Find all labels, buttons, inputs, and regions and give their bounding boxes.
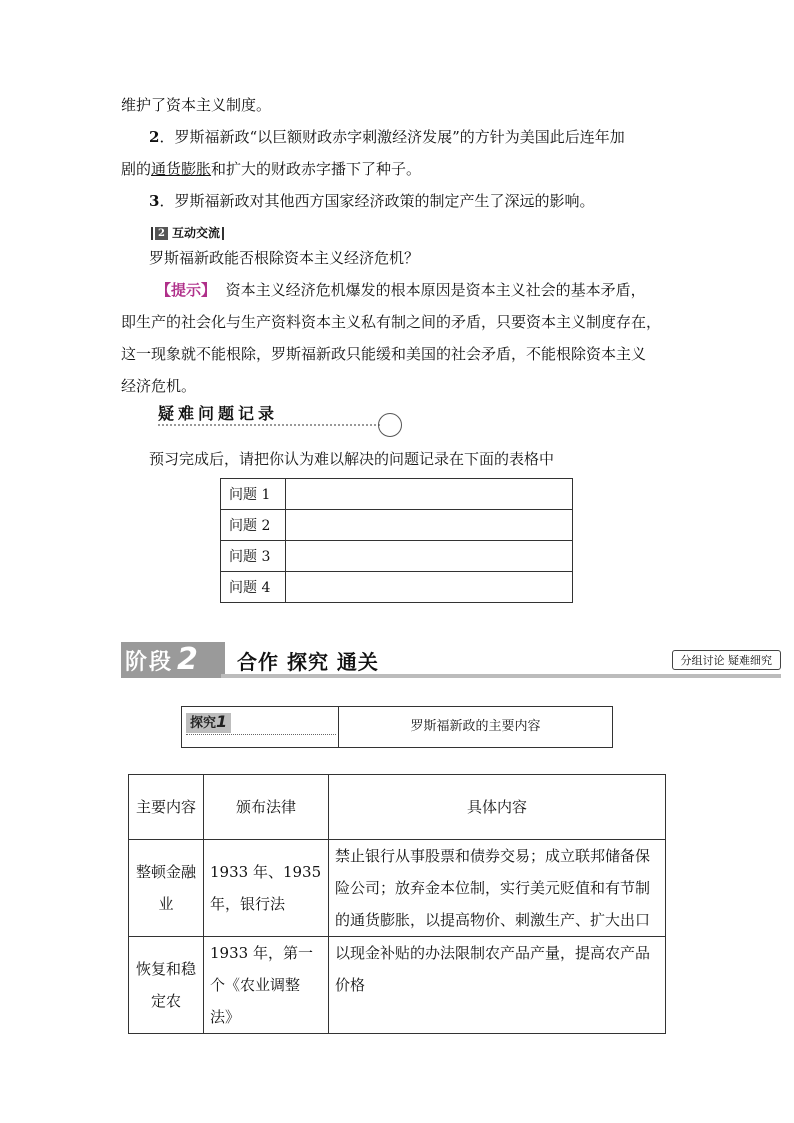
table-cell-content: 禁止银行从事股票和债券交易；成立联邦储备保险公司；放弃金本位制，实行美元贬值和有节制的通货膨胀，以提高物价、刺激生产、扩大出口 xyxy=(329,840,666,937)
paragraph-text: ．罗斯福新政对其他西方国家经济政策的制定产生了深远的影响。 xyxy=(159,192,595,210)
stage-block xyxy=(121,642,225,678)
underlined-term: 通货膨胀 xyxy=(151,160,212,178)
column-header: 主要内容 xyxy=(129,775,204,840)
stage-title: 合作 探究 通关 xyxy=(237,650,379,674)
answer-cell[interactable] xyxy=(286,541,573,572)
explore-label-text: 探究 xyxy=(190,716,217,731)
answer-cell[interactable] xyxy=(286,479,573,510)
answer-cell[interactable] xyxy=(286,510,573,541)
table-row xyxy=(221,510,573,541)
answer-cell[interactable] xyxy=(286,572,573,603)
record-instruction: 预习完成后，请把你认为难以解决的问题记录在下面的表格中 xyxy=(149,450,555,468)
column-header: 颁布法律 xyxy=(204,775,329,840)
paragraph-3 xyxy=(149,185,709,217)
table-cell-law: 1933 年、1935 年，银行法 xyxy=(204,840,329,937)
hint-tag: 【提示】 xyxy=(156,281,217,299)
column-header: 具体内容 xyxy=(329,775,666,840)
stage-banner xyxy=(121,640,781,680)
record-section-title: 疑难问题记录 xyxy=(158,404,279,423)
explore-header-box xyxy=(181,706,613,748)
record-dotted-line xyxy=(158,424,380,426)
question-label: 问题 3 xyxy=(221,541,286,572)
question-record-table xyxy=(220,478,573,603)
hint-line-3: 这一现象就不能根除，罗斯福新政只能缓和美国的社会矛盾，不能根除资本主义 xyxy=(121,345,647,363)
paragraph-1: 维护了资本主义制度。 xyxy=(121,96,272,114)
new-deal-content-table xyxy=(128,774,666,1034)
table-row xyxy=(221,541,573,572)
hint-line-2: 即生产的社会化与生产资料资本主义私有制之间的矛盾，只要资本主义制度存在， xyxy=(121,313,662,331)
table-cell-area: 整顿金融业 xyxy=(129,840,204,937)
paragraph-2-line-1 xyxy=(149,121,709,153)
stage-label: 阶段 xyxy=(125,650,174,675)
paragraph-text: ．罗斯福新政“以巨额财政赤字刺激经济发展”的方针为美国此后连年加 xyxy=(159,128,625,146)
hint-line-1 xyxy=(156,274,716,306)
item-number: 2 xyxy=(149,128,160,146)
circle-icon xyxy=(378,413,402,437)
table-row xyxy=(129,840,666,937)
interaction-label-text: 互动交流 xyxy=(172,226,221,240)
explore-number: 1 xyxy=(216,712,228,731)
question-label: 问题 1 xyxy=(221,479,286,510)
explore-label xyxy=(186,713,231,733)
table-row xyxy=(221,479,573,510)
table-cell-content: 以现金补贴的办法限制农产品产量，提高农产品价格 xyxy=(329,937,666,1034)
paragraph-2-line-2 xyxy=(121,153,681,185)
table-cell-area: 恢复和稳定农 xyxy=(129,937,204,1034)
item-number: 3 xyxy=(149,192,160,210)
paragraph-text: 和扩大的财政赤字播下了种子。 xyxy=(211,160,422,178)
interaction-question: 罗斯福新政能否根除资本主义经济危机？ xyxy=(149,249,420,267)
question-label: 问题 4 xyxy=(221,572,286,603)
explore-topic: 罗斯福新政的主要内容 xyxy=(410,719,541,734)
stage-tag: 分组讨论 疑难细究 xyxy=(672,650,782,670)
paragraph-text: 剧的 xyxy=(121,160,152,178)
stage-number: 2 xyxy=(177,642,200,677)
table-row xyxy=(129,937,666,1034)
explore-dotted-line xyxy=(186,734,336,735)
table-header-row xyxy=(129,775,666,840)
hint-text: 资本主义经济危机爆发的根本原因是资本主义社会的基本矛盾， xyxy=(225,281,646,299)
interaction-label xyxy=(149,224,226,242)
hint-line-4: 经济危机。 xyxy=(121,377,197,395)
question-label: 问题 2 xyxy=(221,510,286,541)
table-row xyxy=(221,572,573,603)
interaction-number: 2 xyxy=(155,227,168,240)
table-cell-law: 1933 年，第一个《农业调整法》 xyxy=(204,937,329,1034)
